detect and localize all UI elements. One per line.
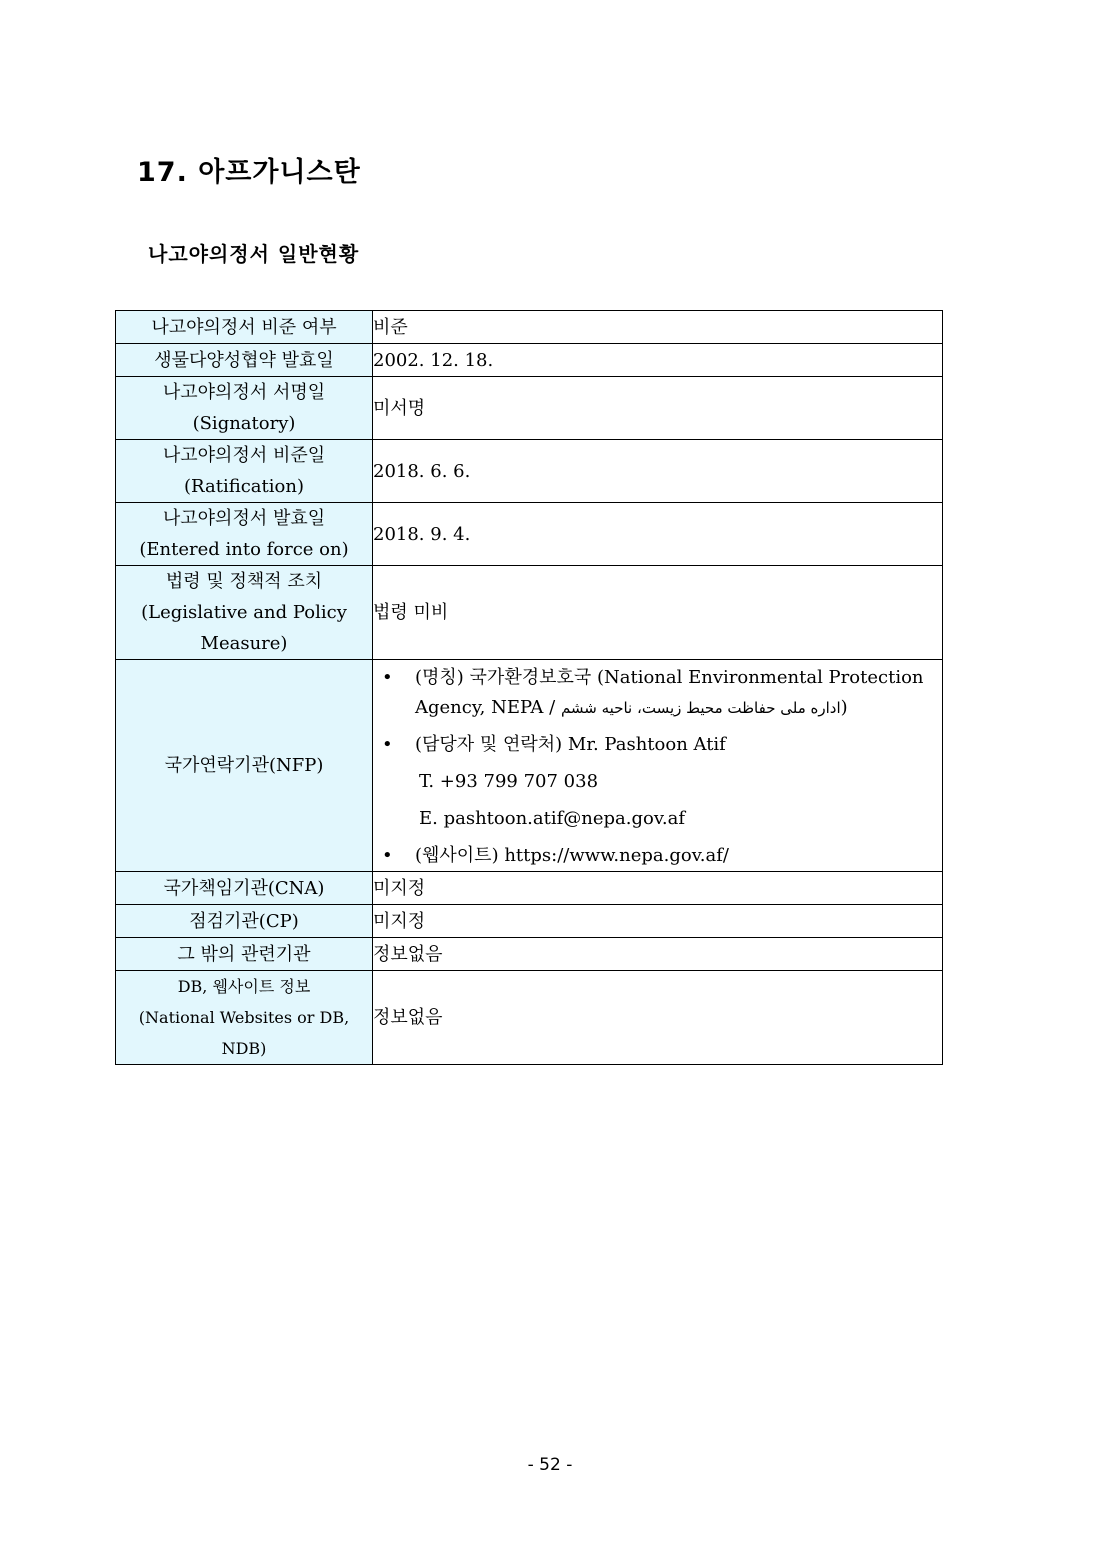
protocol-status-table (115, 310, 943, 1065)
table-row (116, 971, 943, 1065)
row-label: 생물다양성협약 발효일 (116, 344, 373, 377)
row-label: 나고야의정서 서명일 (Signatory) (116, 377, 373, 440)
row-label: 국가책임기관(CNA) (116, 872, 373, 905)
contact-phone: T. +93 799 707 038 (419, 770, 599, 792)
table-row (116, 377, 943, 440)
table-row (116, 311, 943, 344)
list-item: • (담당자 및 연락처) Mr. Pashtoon Atif T. +93 799 707 038 E. pashtoon.atif@nepa.gov.af (373, 730, 942, 834)
row-value: 법령 미비 (373, 566, 943, 660)
row-label: 점검기관(CP) (116, 905, 373, 938)
website-link[interactable]: (웹사이트) https://www.nepa.gov.af/ (415, 844, 729, 866)
list-item (373, 841, 942, 871)
table-row (116, 344, 943, 377)
table-row (116, 566, 943, 660)
table-row (116, 440, 943, 503)
row-value: 미지정 (373, 905, 943, 938)
row-label: 그 밖의 관련기관 (116, 938, 373, 971)
list-item: • (명칭) 국가환경보호국 (National Environmental Protection Agency, NEPA / اداره ملی حفاظت محیط زیست، ناحیه ششم) (373, 663, 942, 723)
row-value: 미서명 (373, 377, 943, 440)
row-value: 2018. 6. 6. (373, 440, 943, 503)
nfp-details (373, 660, 943, 872)
row-value: 비준 (373, 311, 943, 344)
page-title: 17. 아프가니스탄 (137, 157, 361, 188)
table-row-nfp (116, 660, 943, 872)
table-row (116, 905, 943, 938)
section-title: 나고야의정서 일반현황 (148, 242, 360, 266)
table-row (116, 872, 943, 905)
row-value: 정보없음 (373, 938, 943, 971)
contact-email: E. pashtoon.atif@nepa.gov.af (419, 807, 686, 829)
nfp-list (373, 661, 942, 871)
table-row (116, 503, 943, 566)
row-value: 2002. 12. 18. (373, 344, 943, 377)
row-value: 2018. 9. 4. (373, 503, 943, 566)
table-row (116, 938, 943, 971)
row-value: 정보없음 (373, 971, 943, 1065)
row-label: 국가연락기관(NFP) (116, 660, 373, 872)
row-label: 나고야의정서 비준일 (Ratification) (116, 440, 373, 503)
row-label: 법령 및 정책적 조치 (Legislative and Policy Measure) (116, 566, 373, 660)
page-number: - 52 - (527, 1455, 573, 1475)
row-label: 나고야의정서 발효일 (Entered into force on) (116, 503, 373, 566)
row-label: DB, 웹사이트 정보 (National Websites or DB, NDB) (116, 971, 373, 1065)
agency-native-name: اداره ملی حفاظت محیط زیست، ناحیه ششم (560, 698, 841, 717)
row-label: 나고야의정서 비준 여부 (116, 311, 373, 344)
row-value: 미지정 (373, 872, 943, 905)
